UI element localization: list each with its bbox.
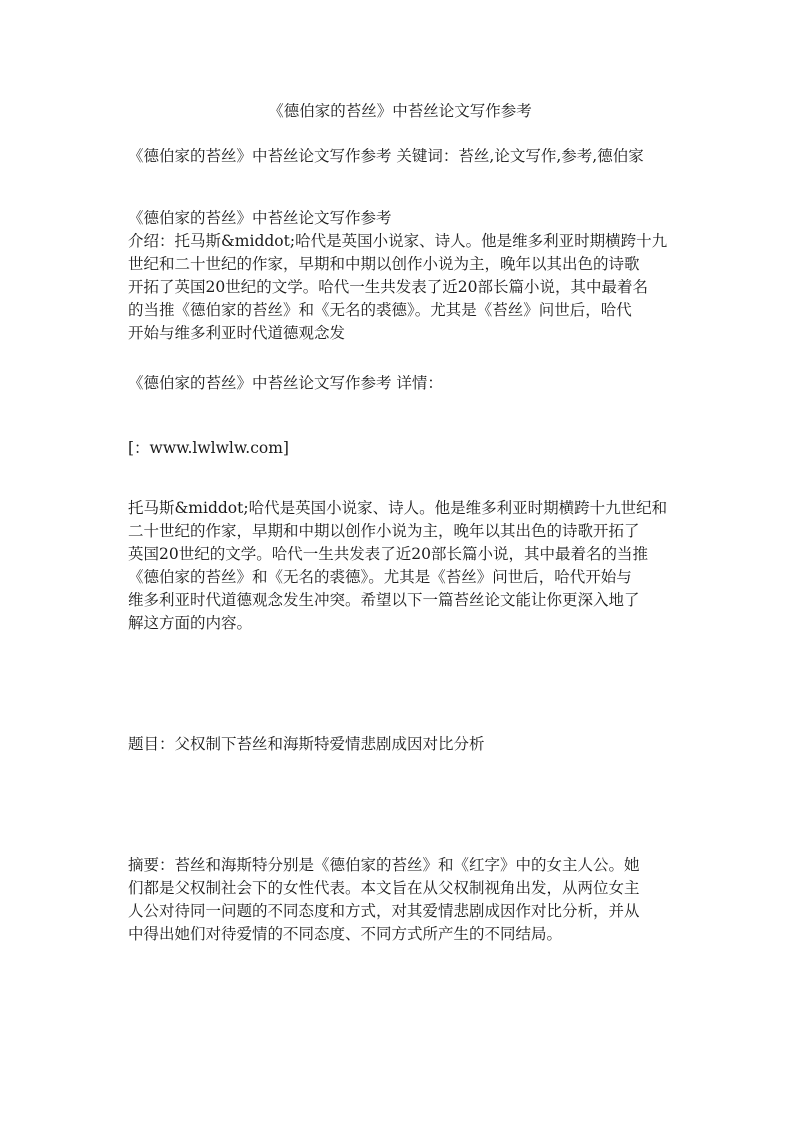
- body-line: 英国20世纪的文学。哈代一生共发表了近20部长篇小说，其中最着名的当推: [128, 545, 648, 563]
- abstract-line: 摘要：苔丝和海斯特分别是《德伯家的苔丝》和《红字》中的女主人公。她: [128, 856, 640, 874]
- intro-section: [128, 207, 673, 345]
- intro-line: 世纪和二十世纪的作家，早期和中期以创作小说为主，晚年以其出色的诗歌: [128, 255, 640, 273]
- abstract-paragraph: [128, 854, 673, 946]
- topic-line: 题目：父权制下苔丝和海斯特爱情悲剧成因对比分析: [128, 735, 485, 753]
- intro-line: 开始与维多利亚时代道德观念发: [128, 324, 346, 342]
- keywords-line: 《德伯家的苔丝》中苔丝论文写作参考 关键词：苔丝,论文写作,参考,德伯家: [128, 147, 644, 165]
- document-title: 《德伯家的苔丝》中苔丝论文写作参考: [268, 102, 532, 120]
- intro-line: 介绍：托马斯&middot;哈代是英国小说家、诗人。他是维多利亚时期横跨十九: [128, 232, 668, 250]
- intro-line: 开拓了英国20世纪的文学。哈代一生共发表了近20部长篇小说，其中最着名: [128, 278, 648, 296]
- body-line: 《德伯家的苔丝》和《无名的裘德》。尤其是《苔丝》问世后，哈代开始与: [128, 568, 632, 586]
- abstract-line: 人公对待同一问题的不同态度和方式，对其爱情悲剧成因作对比分析，并从: [128, 902, 640, 920]
- intro-heading: 《德伯家的苔丝》中苔丝论文写作参考: [128, 209, 392, 227]
- body-line: 二十世纪的作家，早期和中期以创作小说为主，晚年以其出色的诗歌开拓了: [128, 522, 640, 540]
- source-link: [：www.lwlwlw.com]: [128, 439, 289, 457]
- body-paragraph: [128, 497, 673, 635]
- body-line: 维多利亚时代道德观念发生冲突。希望以下一篇苔丝论文能让你更深入地了: [128, 591, 640, 609]
- intro-line: 的当推《德伯家的苔丝》和《无名的裘德》。尤其是《苔丝》问世后，哈代: [128, 301, 632, 319]
- abstract-line: 中得出她们对待爱情的不同态度、不同方式所产生的不同结局。: [128, 925, 563, 943]
- abstract-line: 们都是父权制社会下的女性代表。本文旨在从父权制视角出发，从两位女主: [128, 879, 640, 897]
- details-line: 《德伯家的苔丝》中苔丝论文写作参考 详情：: [128, 374, 443, 392]
- body-line: 托马斯&middot;哈代是英国小说家、诗人。他是维多利亚时期横跨十九世纪和: [128, 499, 668, 517]
- body-line: 解这方面的内容。: [128, 614, 253, 632]
